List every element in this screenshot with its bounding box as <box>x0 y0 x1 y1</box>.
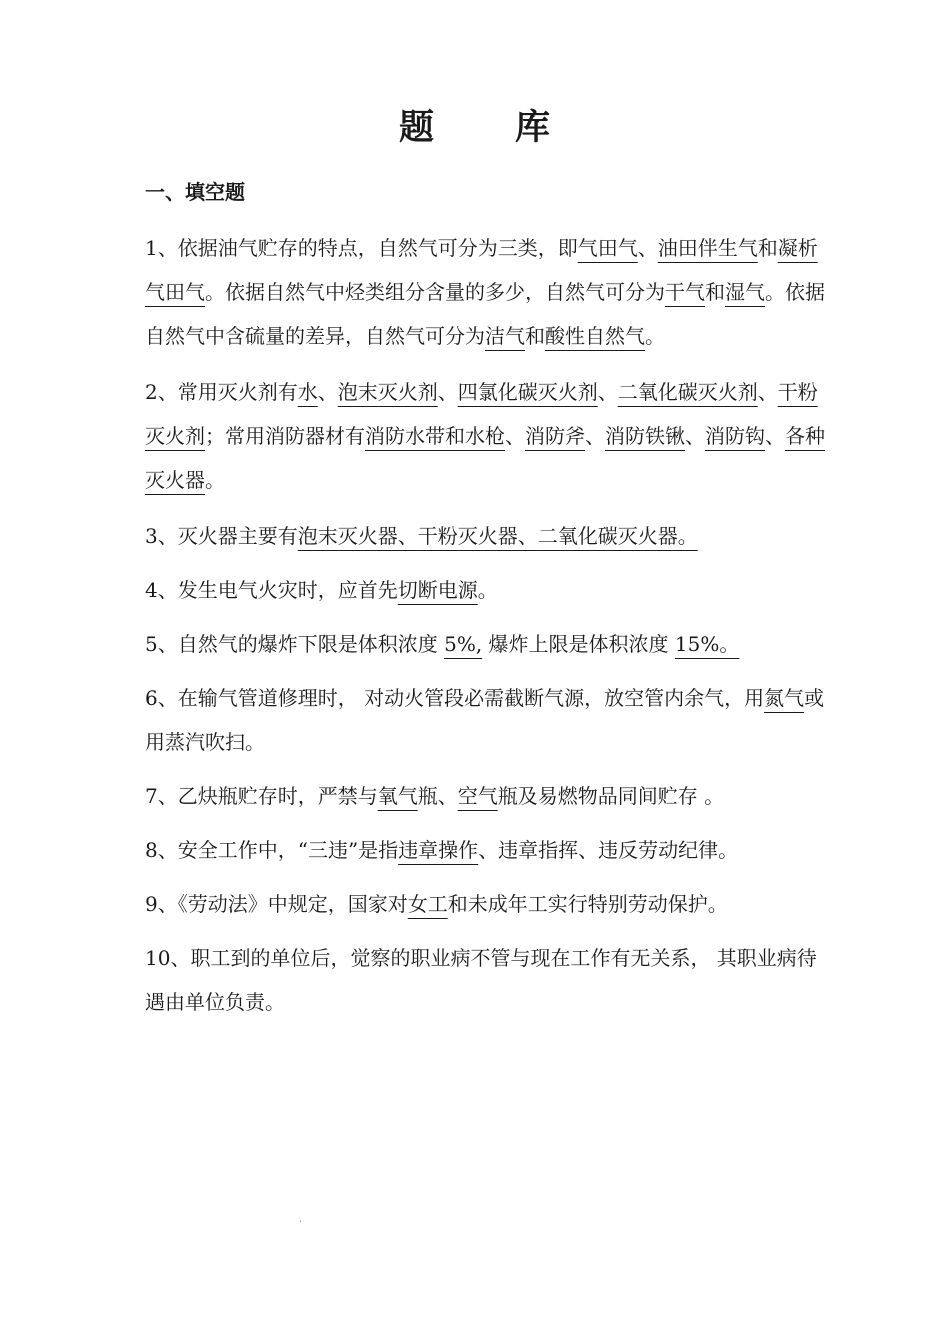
answer: 洁气 <box>485 324 525 348</box>
question-8 <box>145 828 825 872</box>
answer: 干气 <box>665 280 705 304</box>
answer: 消防铁锹 <box>605 424 685 448</box>
answer: 凝析气田气 <box>145 236 818 304</box>
text: 8、安全工作中，“三违”是指 <box>145 838 399 862</box>
text: 。依据自然气中含硫量的差异，自然气可分为 <box>145 280 825 348</box>
answer: 二氧化碳灭火器。 <box>537 524 698 548</box>
title-part-2: 库 <box>515 107 552 148</box>
text: 、 <box>317 380 338 404</box>
text: 2、常用灭火剂有 <box>145 380 298 404</box>
text: 6、在输气管道修理时， 对动火管段必需截断气源，放空管内余气，用 <box>145 686 765 710</box>
question-9 <box>145 882 825 926</box>
text: 和 <box>525 324 545 348</box>
answer: 泡末灭火器、 <box>297 524 418 548</box>
text: 、 <box>757 380 778 404</box>
answer: 违章操作 <box>398 838 479 862</box>
answer: 干粉灭火器、 <box>417 524 538 548</box>
text: 、 <box>637 236 658 260</box>
answer: 干粉灭火剂 <box>145 380 818 448</box>
answer: 二氧化碳灭火剂 <box>617 380 758 404</box>
answer: 切断电源 <box>397 578 478 602</box>
footer-mark: . <box>299 1214 303 1225</box>
answer: 酸性自然气 <box>545 324 645 348</box>
question-6 <box>145 676 825 764</box>
text: 爆炸上限是体积浓度 <box>482 632 675 656</box>
answer: 女工 <box>407 892 448 916</box>
answer: 消防钩 <box>705 424 765 448</box>
text: 。依据自然气中烃类组分含量的多少，自然气可分为 <box>205 280 665 304</box>
text: 或用蒸汽吹扫。 <box>145 686 825 754</box>
text: 、违章指挥、违反劳动纪律。 <box>478 838 739 862</box>
answer: 气田气 <box>577 236 638 260</box>
answer: 泡末灭火剂 <box>337 380 438 404</box>
question-2 <box>145 370 825 502</box>
answer: 氮气 <box>764 686 805 710</box>
text: 和 <box>705 280 725 304</box>
answer: 消防斧 <box>525 424 585 448</box>
answer: 氧气 <box>377 784 418 808</box>
text: 3、灭火器主要有 <box>145 524 298 548</box>
section-heading: 一、填空题 <box>145 180 245 204</box>
title-part-1: 题 <box>398 107 435 148</box>
answer: 各种灭火器 <box>145 424 825 492</box>
text: 7、乙炔瓶贮存时，严禁与 <box>145 784 378 808</box>
text: 、 <box>505 424 525 448</box>
text: 。 <box>477 578 498 602</box>
text: 。 <box>645 324 665 348</box>
answer: 15%。 <box>674 632 740 656</box>
question-5 <box>145 622 825 666</box>
answer: 空气 <box>457 784 498 808</box>
text: 4、发生电气火灾时，应首先 <box>145 578 398 602</box>
question-4 <box>145 568 825 612</box>
text: 5、自然气的爆炸下限是体积浓度 <box>145 632 445 656</box>
text: 、 <box>685 424 705 448</box>
question-3 <box>145 514 825 558</box>
answer: 油田伴生气 <box>657 236 758 260</box>
question-1 <box>145 226 825 358</box>
question-7 <box>145 774 825 818</box>
text: 和未成年工实行特别劳动保护。 <box>447 892 728 916</box>
text: 和 <box>757 236 778 260</box>
answer: 湿气 <box>725 280 765 304</box>
answer: 5%, <box>444 632 483 656</box>
answer: 水 <box>297 380 318 404</box>
text: ；常用消防器材有 <box>205 424 365 448</box>
text: 、 <box>585 424 605 448</box>
answer: 四氯化碳灭火剂 <box>457 380 598 404</box>
question-10 <box>145 936 825 1024</box>
text: 10、职工到的单位后，觉察的职业病不管与现在工作有无关系， 其职业病待遇由单位负责。 <box>145 946 817 1014</box>
text: 。 <box>205 468 225 492</box>
text: 9、《劳动法》中规定，国家对 <box>145 892 408 916</box>
page-title <box>0 100 950 150</box>
text: 瓶、 <box>417 784 458 808</box>
text: 、 <box>597 380 618 404</box>
text: 1、依据油气贮存的特点，自然气可分为三类，即 <box>145 236 578 260</box>
answer: 消防水带和水枪 <box>365 424 505 448</box>
question-list <box>145 226 825 1034</box>
text: 、 <box>437 380 458 404</box>
text: 、 <box>765 424 785 448</box>
text: 瓶及易燃物品同间贮存 。 <box>497 784 725 808</box>
